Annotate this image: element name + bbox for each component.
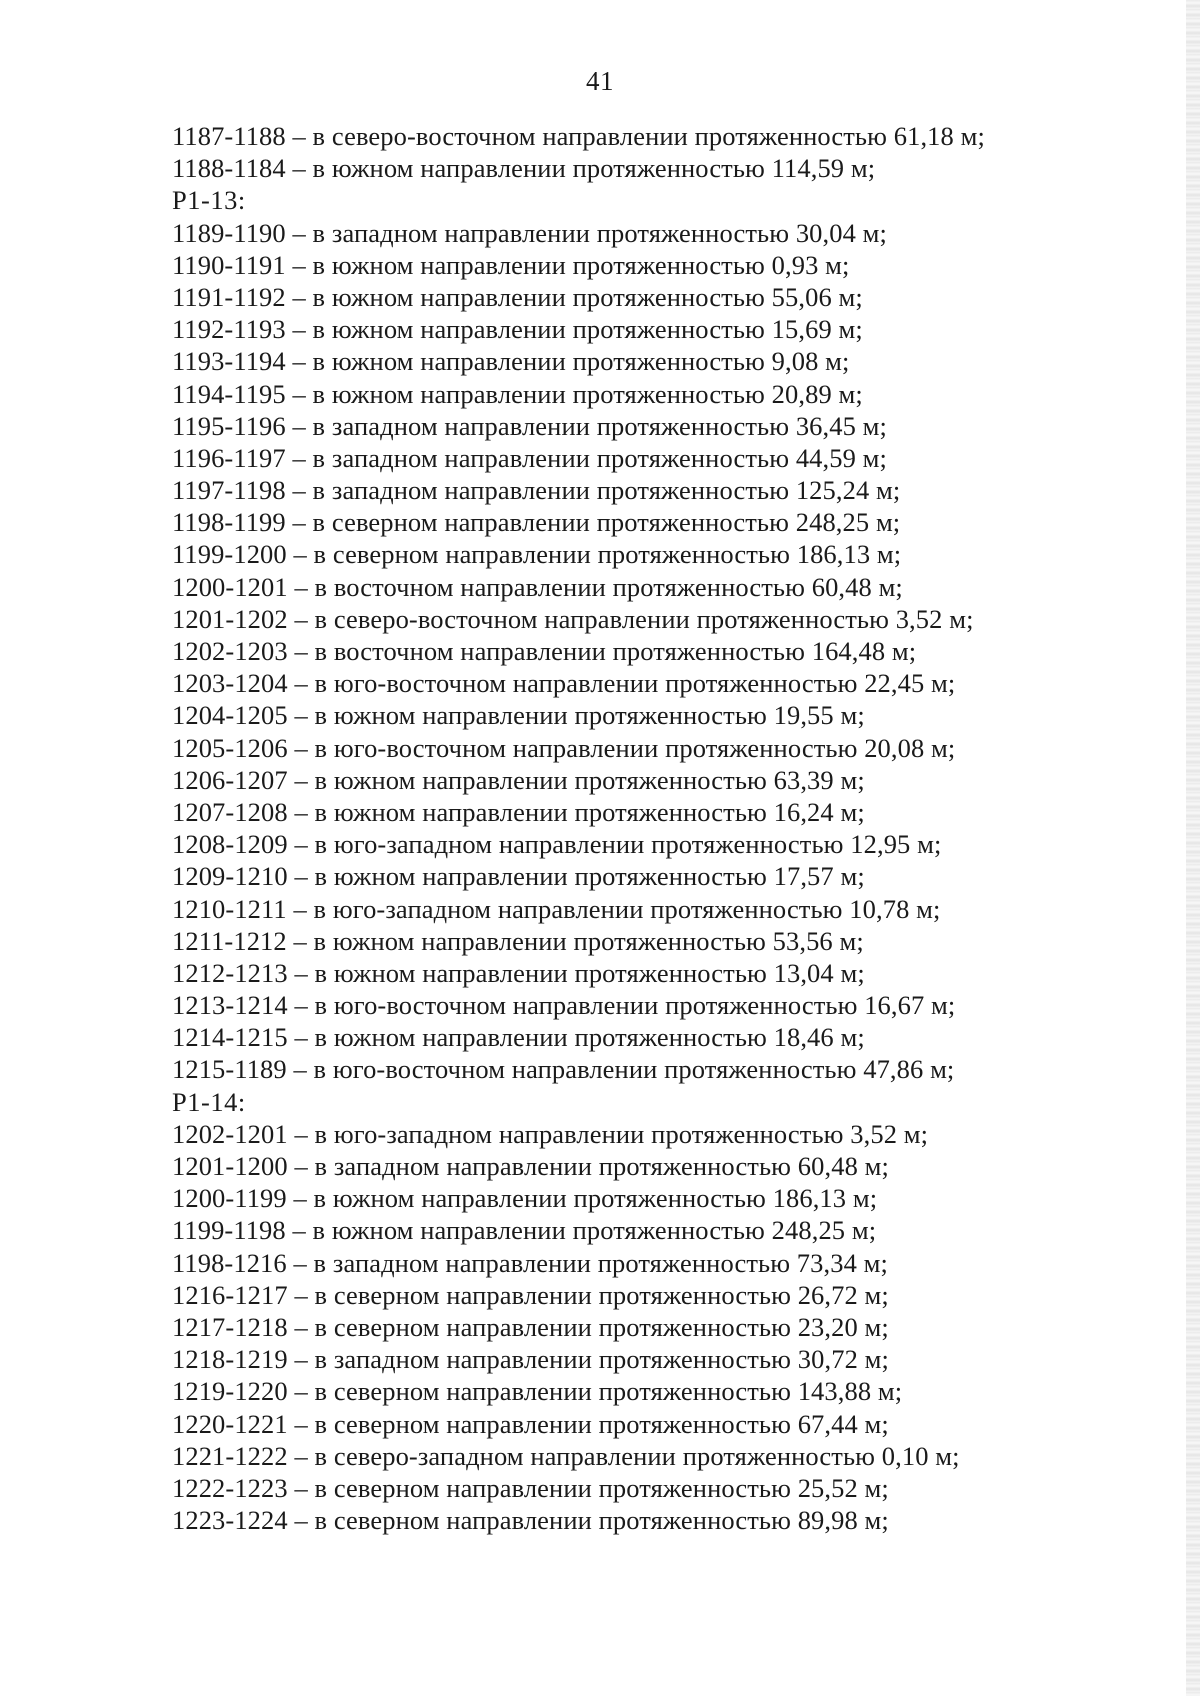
boundary-segment-line: 1208-1209 – в юго-западном направлении протяженностью 12,95 м; [172,829,942,860]
boundary-segment-line: 1202-1203 – в восточном направлении протяженностью 164,48 м; [172,636,917,666]
boundary-segment-line: 1222-1223 – в северном направлении протяженностью 25,52 м; [172,1472,889,1503]
boundary-segment-line: 1206-1207 – в южном направлении протяженностью 63,39 м; [172,764,865,795]
boundary-segment-line: 1196-1197 – в западном направлении протяженностью 44,59 м; [172,442,888,473]
boundary-segment-line: 1190-1191 – в южном направлении протяженностью 0,93 м; [172,249,850,280]
boundary-segment-line: 1223-1224 – в северном направлении протяженностью 89,98 м; [172,1505,889,1536]
scan-edge-artifact [1186,0,1200,1696]
boundary-segment-line: 1216-1217 – в северном направлении протяженностью 26,72 м; [172,1279,889,1310]
boundary-segment-line: 1194-1195 – в южном направлении протяженностью 20,89 м; [172,378,863,409]
boundary-segment-line: 1204-1205 – в южном направлении протяженностью 19,55 м; [172,700,865,731]
boundary-segment-line: 1213-1214 – в юго-восточном направлении протяженностью 16,67 м; [172,990,956,1021]
boundary-segment-line: 1215-1189 – в юго-восточном направлении протяженностью 47,86 м; [172,1054,955,1085]
boundary-segment-line: 1197-1198 – в западном направлении протяженностью 125,24 м; [172,475,901,506]
boundary-segment-line: 1191-1192 – в южном направлении протяженностью 55,06 м; [172,281,863,312]
boundary-segment-line: 1203-1204 – в юго-восточном направлении протяженностью 22,45 м; [172,668,956,699]
boundary-segment-line: 1192-1193 – в южном направлении протяженностью 15,69 м; [172,314,863,345]
boundary-segment-line: 1220-1221 – в северном направлении протяженностью 67,44 м; [172,1408,889,1439]
boundary-segment-line: 1207-1208 – в южном направлении протяженностью 16,24 м; [172,796,865,827]
boundary-segment-line: 1193-1194 – в южном направлении протяженностью 9,08 м; [172,346,850,377]
boundary-segment-line: 1198-1216 – в западном направлении протяженностью 73,34 м; [172,1247,888,1278]
boundary-segment-line: 1199-1200 – в северном направлении протяженностью 186,13 м; [172,539,902,570]
boundary-segment-line: 1187-1188 – в северо-восточном направлении протяженностью 61,18 м; [172,121,985,151]
boundary-segment-line: 1198-1199 – в северном направлении протяженностью 248,25 м; [172,507,901,538]
boundary-segment-line: 1200-1201 – в восточном направлении протяженностью 60,48 м; [172,571,903,602]
boundary-segment-line: 1189-1190 – в западном направлении протяженностью 30,04 м; [172,217,888,248]
page-number: 41 [586,66,614,96]
boundary-segment-line: 1212-1213 – в южном направлении протяженностью 13,04 м; [172,957,865,988]
boundary-description-list [172,120,1072,1536]
boundary-segment-line: 1195-1196 – в западном направлении протяженностью 36,45 м; [172,410,888,441]
boundary-segment-line: 1188-1184 – в южном направлении протяженностью 114,59 м; [172,153,876,184]
boundary-segment-line: 1201-1202 – в северо-восточном направлении протяженностью 3,52 м; [172,603,974,634]
boundary-segment-line: 1214-1215 – в южном направлении протяженностью 18,46 м; [172,1022,865,1053]
boundary-segment-line: 1205-1206 – в юго-восточном направлении протяженностью 20,08 м; [172,732,956,763]
boundary-segment-line: 1219-1220 – в северном направлении протяженностью 143,88 м; [172,1376,903,1407]
boundary-segment-line: 1202-1201 – в юго-западном направлении протяженностью 3,52 м; [172,1118,929,1149]
boundary-segment-line: 1210-1211 – в юго-западном направлении протяженностью 10,78 м; [172,893,941,924]
boundary-segment-line: 1200-1199 – в южном направлении протяженностью 186,13 м; [172,1183,878,1214]
boundary-segment-line: 1209-1210 – в южном направлении протяженностью 17,57 м; [172,861,865,892]
boundary-segment-line: 1211-1212 – в южном направлении протяженностью 53,56 м; [172,925,864,956]
boundary-segment-line: 1201-1200 – в западном направлении протяженностью 60,48 м; [172,1151,889,1181]
boundary-segment-line: 1218-1219 – в западном направлении протяженностью 30,72 м; [172,1344,889,1375]
boundary-segment-line: 1221-1222 – в северо-западном направлении протяженностью 0,10 м; [172,1440,960,1471]
section-heading: Р1-13: [172,185,246,216]
section-heading: Р1-14: [172,1086,246,1117]
boundary-segment-line: 1217-1218 – в северном направлении протяженностью 23,20 м; [172,1311,889,1342]
boundary-segment-line: 1199-1198 – в южном направлении протяженностью 248,25 м; [172,1215,877,1246]
